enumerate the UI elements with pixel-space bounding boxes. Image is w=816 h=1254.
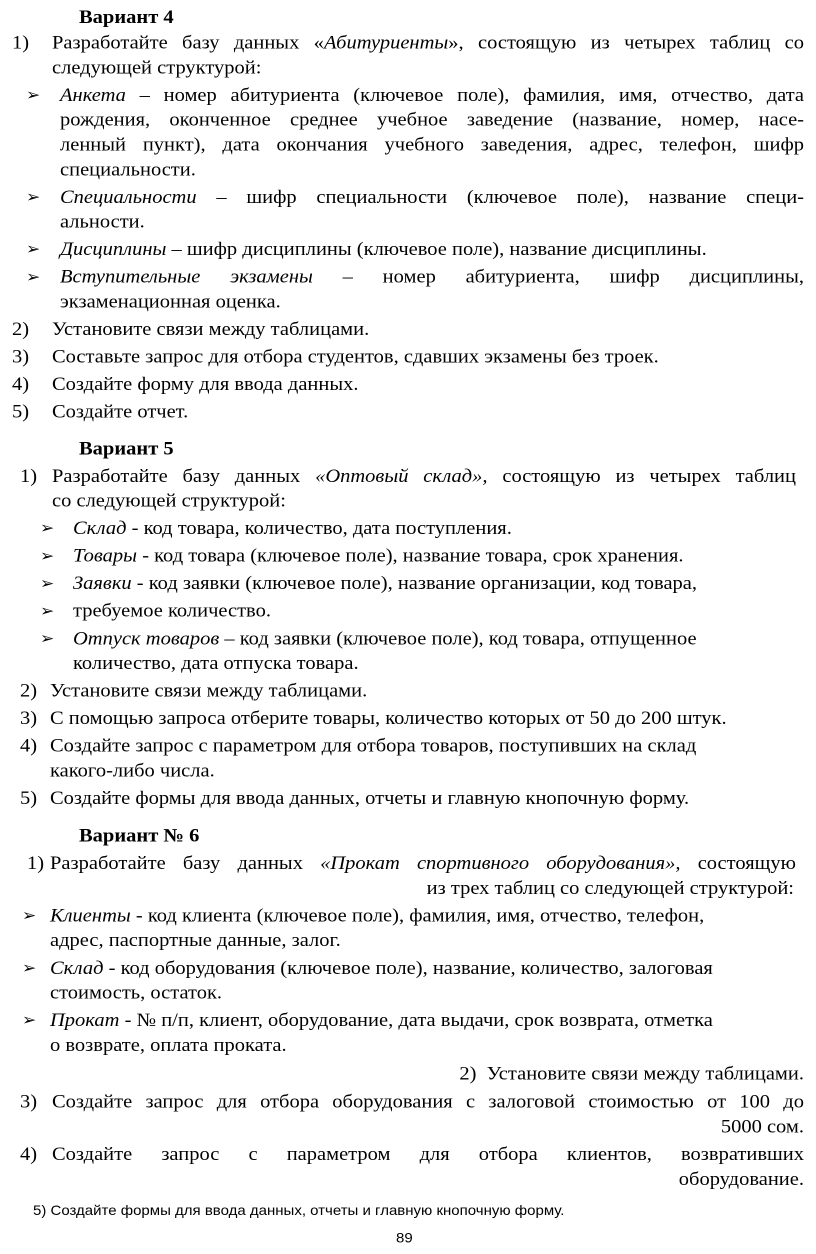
text: код клиента (ключевое поле), фамилия, имя, отчество, телефон, — [147, 905, 705, 927]
arrow-bullet-icon: ➢ — [40, 629, 55, 648]
text: Разработайте базу данных — [50, 853, 321, 874]
v4-table-ekzameny — [60, 265, 804, 290]
table-name: Склад — [73, 518, 127, 539]
text: состоящую — [680, 853, 796, 874]
v4-item-4-text: Создайте форму для ввода данных. — [52, 374, 359, 395]
v4-item-4-number: 4) — [12, 374, 30, 395]
variant-6-heading: Вариант № 6 — [79, 825, 200, 847]
text: - — [103, 958, 121, 979]
v5-item-1-number: 1) — [20, 466, 38, 487]
v6-item-2 — [459, 1062, 804, 1087]
item-number: 2) — [459, 1063, 477, 1084]
v5-item-4-number: 4) — [20, 736, 38, 757]
text: код заявки (ключевое поле), код товара, отпущенное — [239, 628, 697, 649]
v4-item-3-number: 3) — [12, 346, 30, 368]
text: - — [131, 573, 149, 594]
table-name: Вступительные экзамены — [60, 267, 313, 288]
database-name: «Прокат спортивного оборудования», — [320, 853, 681, 874]
v6-item-3-number: 3) — [20, 1092, 38, 1113]
table-name: Клиенты — [50, 905, 131, 927]
v4-item-1-text — [52, 31, 804, 56]
v5-table-tovary — [73, 544, 684, 569]
arrow-bullet-icon: ➢ — [26, 240, 41, 259]
v4-item-2-number: 2) — [12, 319, 30, 340]
v4-item-1-text-cont: следующей структурой: — [52, 57, 262, 79]
text: код товара (ключевое поле), название товара, срок хранения. — [154, 546, 684, 567]
v5-item-4-text-cont: какого-либо числа. — [50, 760, 215, 782]
table-name: Заявки — [73, 573, 132, 594]
text: – — [219, 628, 240, 649]
v6-item-4-number: 4) — [20, 1144, 38, 1165]
text: шифр специальности (ключевое поле), название специ- — [246, 187, 805, 208]
v5-item-1-text-cont: со следующей структурой: — [52, 491, 286, 512]
text: - — [137, 546, 155, 567]
table-name: Товары — [73, 546, 138, 567]
text: номер абитуриента, шифр дисциплины, — [382, 267, 804, 288]
v5-table-sklad — [73, 517, 512, 542]
table-name: Склад — [50, 958, 104, 979]
v6-item-3-text: Создайте запрос для отбора оборудования с залоговой стоимостью от 100 до — [52, 1092, 804, 1113]
text: номер абитуриента (ключевое поле), фамилия, имя, отчество, дата — [163, 85, 804, 106]
text: № п/п, клиент, оборудование, дата выдачи, срок возврата, отметка — [136, 1010, 713, 1031]
arrow-bullet-icon: ➢ — [40, 602, 55, 621]
v4-item-5-number: 5) — [12, 401, 30, 423]
v6-item-4-text: Создайте запрос с параметром для отбора клиентов, возвративших — [52, 1144, 804, 1165]
text: код заявки (ключевое поле), название организации, код товара, — [148, 573, 698, 594]
text: - — [130, 905, 148, 927]
table-name: Прокат — [50, 1010, 120, 1031]
v4-table-anketa-l4: специальности. — [60, 159, 196, 180]
v5-table-otpusk-l2: количество, дата отпуска товара. — [73, 653, 359, 674]
v6-item-3-text-cont: 5000 сом. — [720, 1116, 804, 1138]
table-name: Специальности — [60, 187, 197, 208]
v4-table-anketa-l3: ленный пункт), дата окончания учебного заведения, адрес, телефон, шифр — [60, 134, 804, 156]
v4-item-3-text: Составьте запрос для отбора студентов, сдавших экзамены без троек. — [52, 346, 659, 368]
v6-table-sklad-l2: стоимость, остаток. — [50, 982, 223, 1004]
arrow-bullet-icon: ➢ — [22, 959, 37, 978]
v6-item-4-text-cont: оборудование. — [678, 1169, 804, 1190]
v5-item-2-number: 2) — [20, 680, 38, 702]
table-name: Дисциплины — [60, 239, 167, 260]
v5-table-otpusk — [73, 627, 697, 652]
arrow-bullet-icon: ➢ — [26, 188, 41, 207]
text: состоящую из четырех таблиц — [487, 466, 796, 487]
v4-table-discipliny — [60, 238, 707, 263]
arrow-bullet-icon: ➢ — [40, 574, 55, 593]
arrow-bullet-icon: ➢ — [22, 1011, 37, 1030]
v4-table-specialnosti — [60, 185, 804, 210]
text: код оборудования (ключевое поле), название, количество, залоговая — [120, 958, 713, 979]
table-name: Отпуск товаров — [73, 628, 220, 649]
arrow-bullet-icon: ➢ — [26, 267, 41, 287]
v5-item-3-number: 3) — [20, 708, 38, 729]
v5-item-5-text: Создайте формы для ввода данных, отчеты и главную кнопочную форму. — [50, 788, 690, 809]
database-name: Абитуриенты — [323, 33, 449, 54]
v6-item-5-text: 5) Создайте формы для ввода данных, отчеты и главную кнопочную форму. — [33, 1203, 565, 1219]
v6-table-klienty-l2: адрес, паспортные данные, залог. — [50, 930, 341, 951]
text: шифр дисциплины (ключевое поле), название дисциплины. — [186, 239, 707, 260]
text: – — [125, 85, 164, 106]
arrow-bullet-icon: ➢ — [22, 906, 37, 926]
v4-table-anketa — [60, 84, 804, 109]
v4-table-specialnosti-l2: альности. — [60, 212, 145, 233]
variant-5-heading: Вариант 5 — [79, 438, 174, 459]
v5-item-4-text: Создайте запрос с параметром для отбора товаров, поступивших на склад — [50, 736, 697, 757]
v5-item-1-text — [52, 464, 796, 489]
v4-table-anketa-l2: рождения, оконченное среднее учебное заведение (название, номер, насе- — [60, 110, 804, 131]
arrow-bullet-icon: ➢ — [40, 546, 55, 566]
text: - — [119, 1010, 137, 1031]
v5-item-3-text: С помощью запроса отберите товары, количество которых от 50 до 200 штук. — [50, 708, 727, 729]
v4-table-ekzameny-l2: экзаменационная оценка. — [60, 291, 281, 313]
v6-table-sklad — [50, 956, 713, 981]
arrow-bullet-icon: ➢ — [26, 86, 41, 105]
text: – — [166, 239, 187, 260]
text: – — [196, 187, 247, 208]
text: Разработайте базу данных — [52, 466, 316, 487]
v6-item-1-text — [50, 852, 796, 877]
text: Разработайте базу данных « — [52, 33, 324, 54]
v5-table-zayavki — [73, 572, 697, 597]
v5-item-2-text: Установите связи между таблицами. — [50, 680, 368, 702]
v4-item-2-text: Установите связи между таблицами. — [52, 319, 370, 340]
v4-item-5-text: Создайте отчет. — [52, 401, 189, 423]
arrow-bullet-icon: ➢ — [40, 519, 55, 538]
variant-4-heading: Вариант 4 — [79, 7, 174, 28]
item-text: Установите связи между таблицами. — [486, 1063, 804, 1084]
database-name: «Оптовый склад», — [315, 466, 488, 487]
v6-table-klienty — [50, 904, 704, 929]
text: », состоящую из четырех таблиц со — [448, 33, 804, 54]
page-number: 89 — [396, 1230, 413, 1247]
text: - — [126, 518, 144, 539]
v4-item-1-number: 1) — [12, 33, 30, 54]
table-name: Анкета — [60, 85, 126, 106]
v6-item-1-number: 1) — [27, 853, 45, 874]
v6-table-prokat-l2: о возврате, оплата проката. — [50, 1035, 287, 1056]
v5-item-5-number: 5) — [20, 788, 38, 809]
text: – — [312, 267, 383, 288]
v6-item-1-text-cont: из трех таблиц со следующей структурой: — [426, 878, 794, 899]
v6-table-prokat — [50, 1009, 713, 1034]
text: код товара, количество, дата поступления. — [143, 518, 512, 539]
v5-table-zayavki-cont: требуемое количество. — [73, 601, 271, 622]
